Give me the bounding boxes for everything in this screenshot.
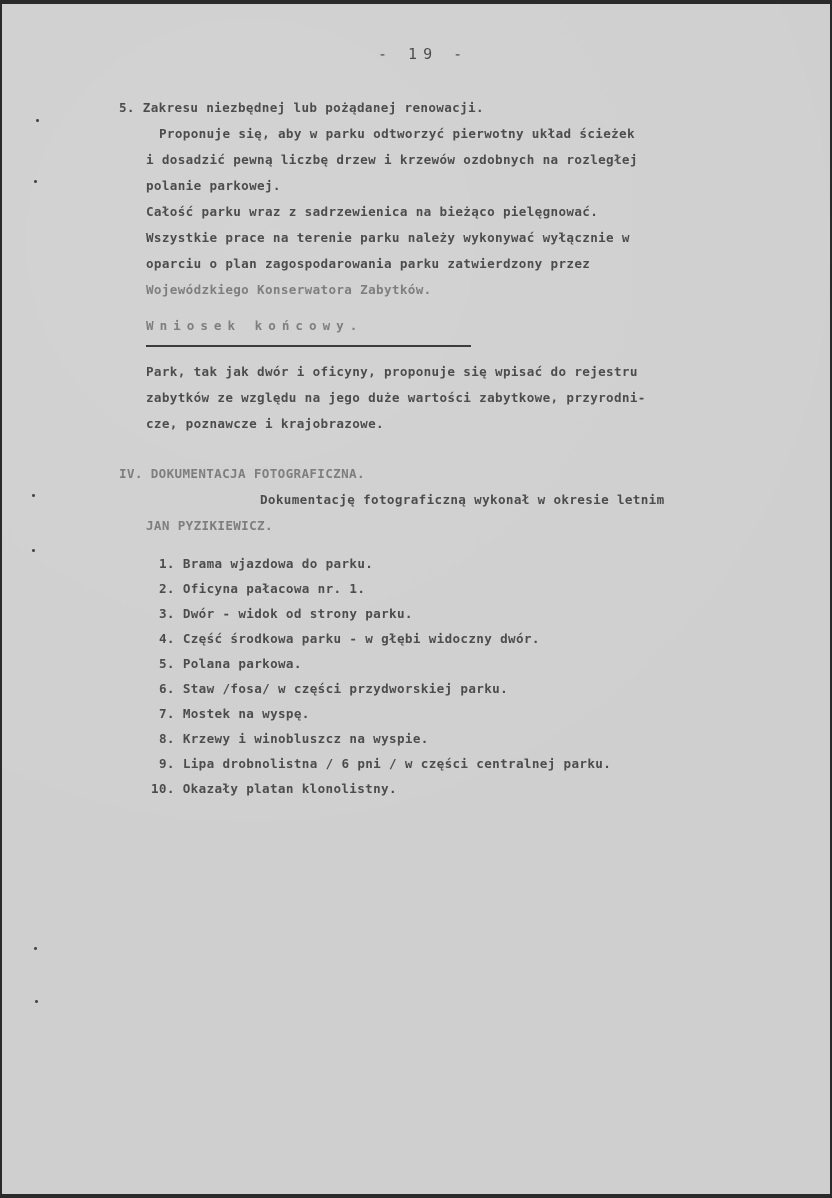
section-5-line: Proponuje się, aby w parku odtworzyć pierwotny układ ścieżek bbox=[159, 126, 635, 141]
photo-number: 3. bbox=[159, 606, 175, 621]
photo-caption: Lipa drobnolistna / 6 pni / w części centralnej parku. bbox=[182, 756, 612, 771]
section-iv-intro: Dokumentację fotograficzną wykonał w okresie letnim bbox=[260, 492, 665, 507]
photo-number: 8. bbox=[159, 731, 175, 746]
photo-number: 6. bbox=[159, 681, 175, 696]
photo-list-item bbox=[159, 706, 310, 721]
section-5-line: Całość parku wraz z sadrzewienica na bieżąco pielęgnować. bbox=[146, 204, 599, 219]
photo-list-item bbox=[159, 731, 429, 746]
photo-caption: Staw /fosa/ w części przydworskiej parku. bbox=[182, 681, 509, 696]
photo-caption: Mostek na wyspę. bbox=[182, 706, 310, 721]
photo-number: 5. bbox=[159, 656, 175, 671]
photo-number: 9. bbox=[159, 756, 175, 771]
margin-speck bbox=[32, 494, 35, 497]
section-5-heading: 5. Zakresu niezbędnej lub pożądanej renowacji. bbox=[119, 100, 484, 115]
page-number: - 19 - bbox=[378, 45, 469, 63]
photo-number: 1. bbox=[159, 556, 175, 571]
photo-caption: Okazały platan klonolistny. bbox=[182, 781, 397, 796]
photo-list-item bbox=[159, 756, 611, 771]
margin-speck bbox=[32, 549, 35, 552]
margin-speck bbox=[34, 180, 37, 183]
photo-number: 4. bbox=[159, 631, 175, 646]
photo-list-item bbox=[159, 681, 508, 696]
section-5-line: polanie parkowej. bbox=[146, 178, 281, 193]
photo-list-item bbox=[151, 781, 397, 796]
conclusion-line: Park, tak jak dwór i oficyny, proponuje się wpisać do rejestru bbox=[146, 364, 638, 379]
photo-caption: Dwór - widok od strony parku. bbox=[182, 606, 413, 621]
section-5-line: i dosadzić pewną liczbę drzew i krzewów ozdobnych na rozległej bbox=[146, 152, 638, 167]
conclusion-line: zabytków ze względu na jego duże wartości zabytkowe, przyrodni- bbox=[146, 390, 646, 405]
photo-caption: Polana parkowa. bbox=[182, 656, 302, 671]
document-page bbox=[2, 4, 830, 1194]
section-5-line: Wszystkie prace na terenie parku należy wykonywać wyłącznie w bbox=[146, 230, 630, 245]
conclusion-heading: Wniosek końcowy. bbox=[146, 318, 364, 333]
photo-list-item bbox=[159, 581, 365, 596]
photo-caption: Oficyna pałacowa nr. 1. bbox=[182, 581, 366, 596]
photo-caption: Brama wjazdowa do parku. bbox=[182, 556, 374, 571]
section-iv-author: JAN PYZIKIEWICZ. bbox=[146, 518, 273, 533]
photo-list-item bbox=[159, 656, 302, 671]
photo-list-item bbox=[159, 606, 413, 621]
conclusion-underline bbox=[146, 345, 471, 347]
margin-speck bbox=[35, 1000, 38, 1003]
photo-caption: Krzewy i winobluszcz na wyspie. bbox=[182, 731, 429, 746]
photo-number: 10. bbox=[151, 781, 175, 796]
section-5-line: oparciu o plan zagospodarowania parku zatwierdzony przez bbox=[146, 256, 591, 271]
photo-list-item bbox=[159, 631, 540, 646]
photo-number: 7. bbox=[159, 706, 175, 721]
photo-caption: Część środkowa parku - w głębi widoczny dwór. bbox=[182, 631, 540, 646]
photo-number: 2. bbox=[159, 581, 175, 596]
margin-speck bbox=[36, 119, 39, 122]
conclusion-line: cze, poznawcze i krajobrazowe. bbox=[146, 416, 384, 431]
margin-speck bbox=[34, 947, 37, 950]
section-iv-heading: IV. DOKUMENTACJA FOTOGRAFICZNA. bbox=[119, 466, 365, 481]
photo-list-item bbox=[159, 556, 373, 571]
section-5-line: Wojewódzkiego Konserwatora Zabytków. bbox=[146, 282, 432, 297]
